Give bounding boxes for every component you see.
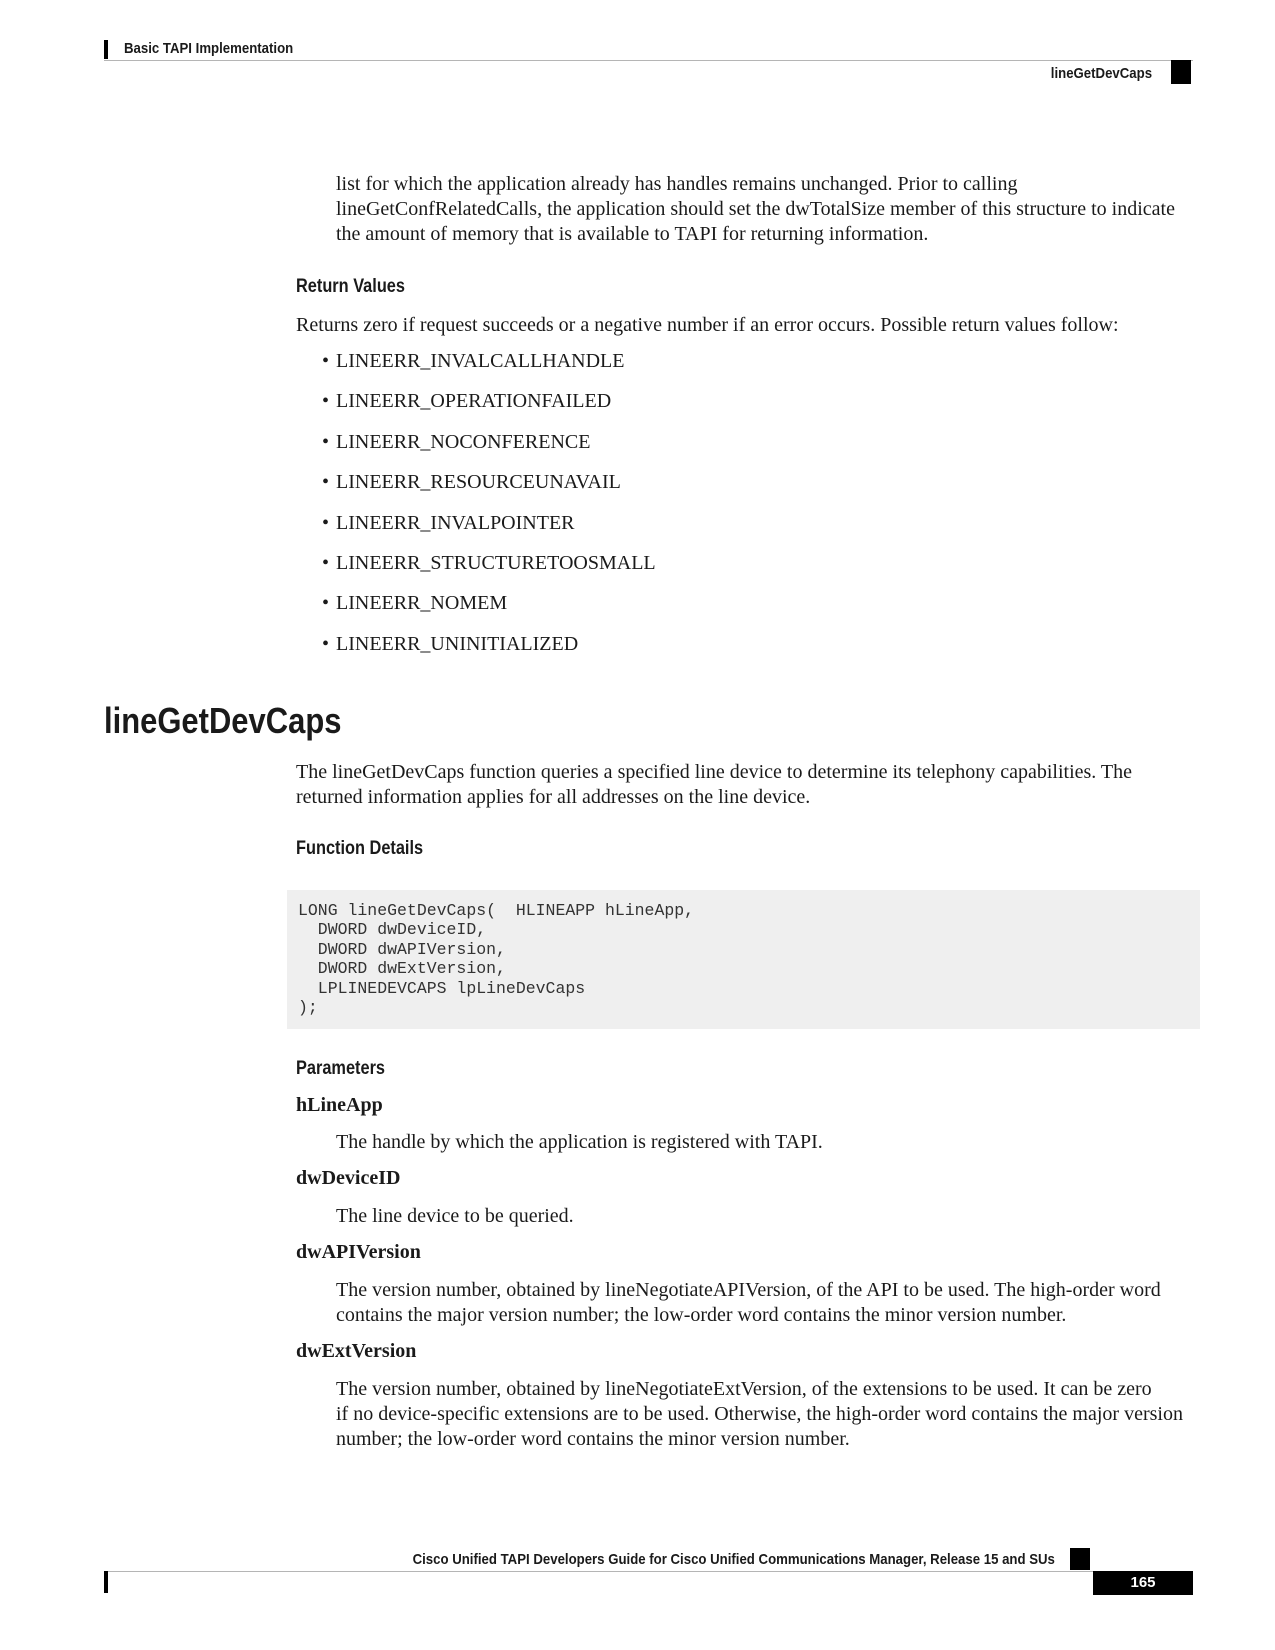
section-description — [296, 760, 1132, 810]
param-name-dwextversion: dwExtVersion — [296, 1340, 417, 1362]
list-item: • LINEERR_STRUCTURETOOSMALL — [322, 551, 656, 574]
section-title: lineGetDevCaps — [104, 700, 342, 741]
header-rule — [104, 60, 1193, 61]
param-desc-dwdeviceid: The line device to be queried. — [336, 1205, 574, 1227]
bullet-icon: • — [322, 430, 330, 453]
description-line: returned information applies for all addresses on the line device. — [296, 786, 811, 808]
footer-rule — [104, 1571, 1193, 1572]
intro-line: list for which the application already has handles remains unchanged. Prior to calling — [336, 173, 1018, 195]
list-item: • LINEERR_INVALCALLHANDLE — [322, 350, 625, 372]
return-values-text: Returns zero if request succeeds or a negative number if an error occurs. Possible return values follow: — [296, 314, 1119, 336]
parameters-heading: Parameters — [296, 1058, 386, 1079]
param-desc-dwapiversion: The version number, obtained by lineNegotiateAPIVersion, of the API to be used. The high-order word contains the major version number; the low-order word contains the minor version number. — [336, 1279, 1161, 1326]
param-desc-hlineapp: The handle by which the application is registered with TAPI. — [336, 1131, 823, 1153]
param-name-dwdeviceid: dwDeviceID — [296, 1167, 401, 1189]
list-item: • LINEERR_NOCONFERENCE — [322, 430, 591, 453]
bullet-icon: • — [322, 471, 330, 494]
header-chapter-title: Basic TAPI Implementation — [124, 40, 294, 57]
list-item: • LINEERR_NOMEM — [322, 592, 508, 615]
footer-title: Cisco Unified TAPI Developers Guide for Cisco Unified Communications Manager, Release 15 and SUs — [412, 1551, 1055, 1568]
return-values-list — [322, 349, 656, 672]
intro-line: lineGetConfRelatedCalls, the application should set the dwTotalSize member of this structure to indicate — [336, 198, 1175, 220]
function-signature-code: LONG lineGetDevCaps( HLINEAPP hLineApp, DWORD dwDeviceID, DWORD dwAPIVersion, DWORD dwExtVersion, LPLINEDEVCAPS lpLineDevCaps ); — [298, 901, 695, 1018]
header-section-title: lineGetDevCaps — [1050, 65, 1152, 82]
list-item: • LINEERR_RESOURCEUNAVAIL — [322, 471, 621, 494]
header-left-marker — [104, 40, 108, 59]
list-item: • LINEERR_OPERATIONFAILED — [322, 390, 612, 413]
function-details-heading: Function Details — [296, 838, 424, 859]
intro-paragraph — [336, 172, 1175, 247]
param-desc-dwextversion: The version number, obtained by lineNegotiateExtVersion, of the extensions to be used. It can be zero if no device-specific extensions are to be used. Otherwise, the high-order word contains the major version number; the low-order word contains the minor version number. — [336, 1378, 1183, 1450]
bullet-icon: • — [322, 632, 330, 655]
list-item: • LINEERR_UNINITIALIZED — [322, 632, 579, 655]
bullet-icon: • — [322, 551, 330, 574]
description-line: The lineGetDevCaps function queries a specified line device to determine its telephony capabilities. The — [296, 761, 1133, 783]
param-name-hlineapp: hLineApp — [296, 1094, 383, 1116]
bullet-icon: • — [322, 350, 330, 372]
footer-marker — [1070, 1548, 1090, 1570]
header-right-marker — [1171, 60, 1191, 84]
return-values-heading: Return Values — [296, 276, 405, 297]
bullet-icon: • — [322, 592, 330, 615]
list-item: • LINEERR_INVALPOINTER — [322, 511, 575, 534]
footer-left-marker — [104, 1571, 108, 1593]
param-name-dwapiversion: dwAPIVersion — [296, 1241, 421, 1263]
bullet-icon: • — [322, 511, 330, 534]
bullet-icon: • — [322, 390, 330, 413]
page-number: 165 — [1093, 1571, 1193, 1595]
intro-line: the amount of memory that is available to TAPI for returning information. — [336, 223, 929, 245]
